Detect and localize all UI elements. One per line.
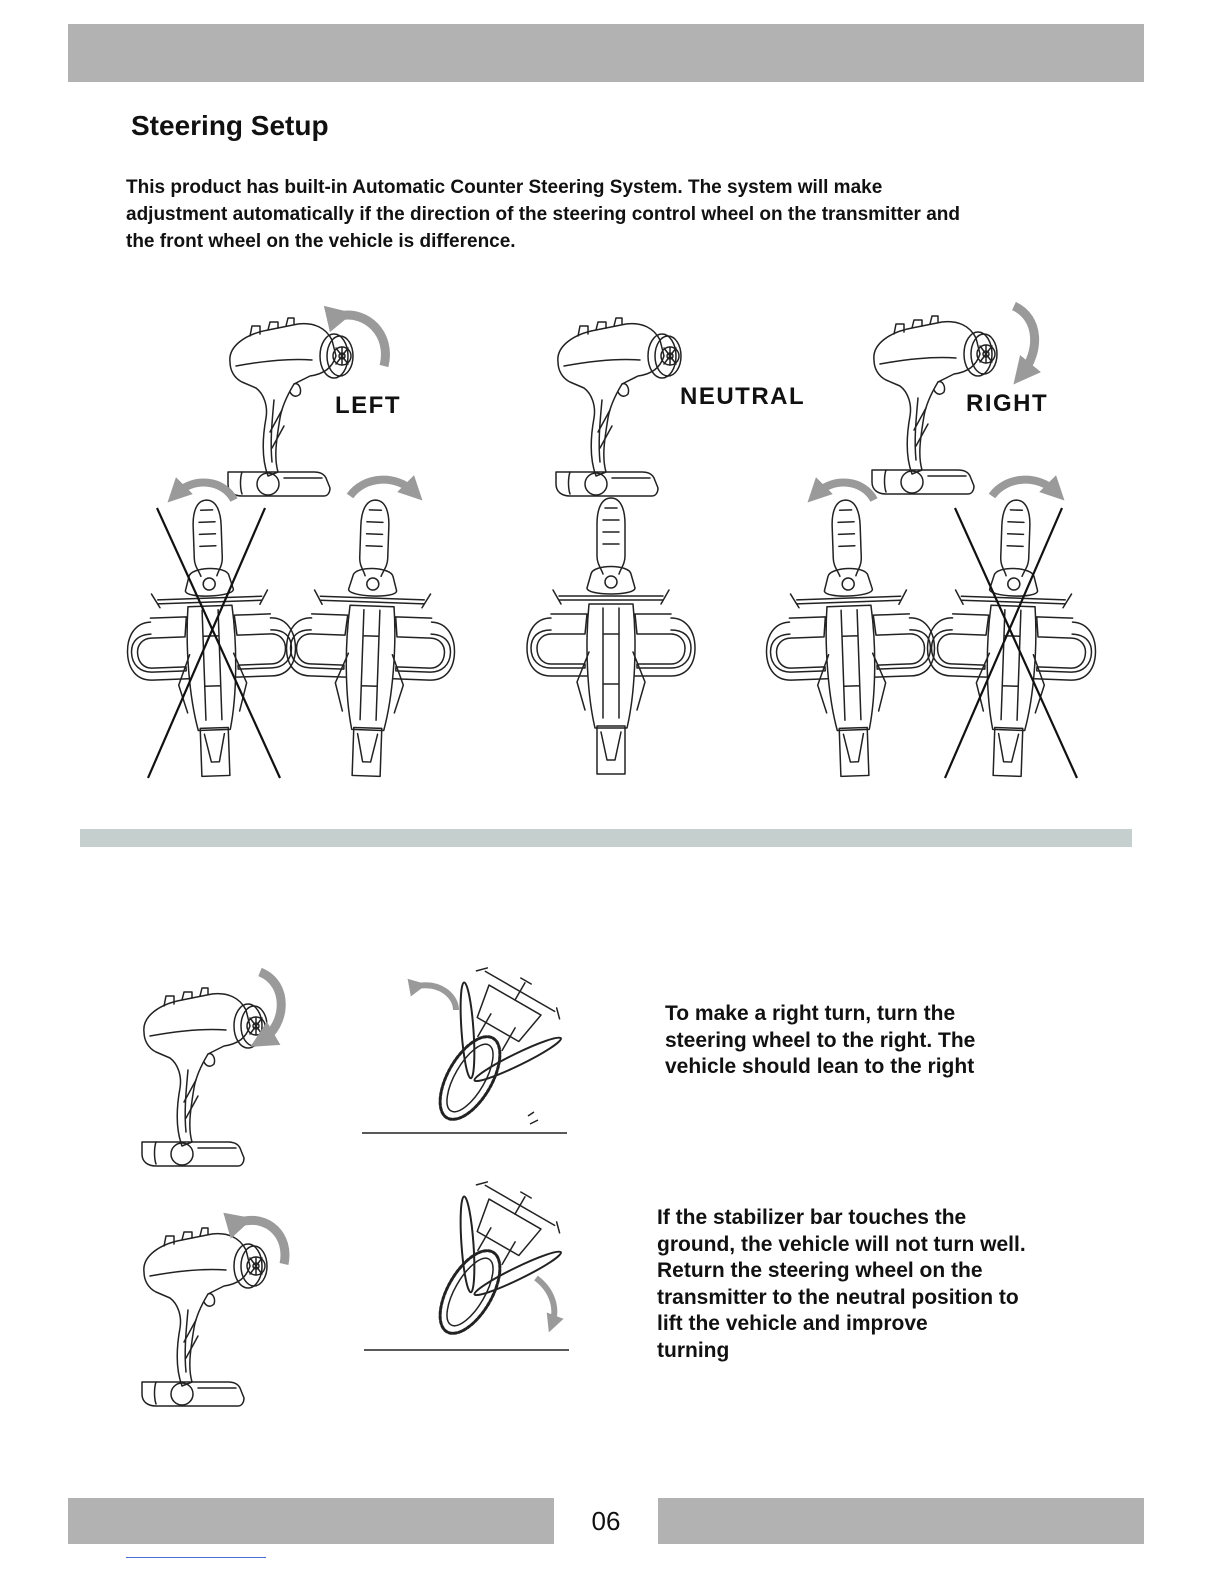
intro-line: adjustment automatically if the direction of the steering control wheel on the transmitter and [126, 204, 961, 225]
label-left: LEFT [335, 392, 401, 419]
page-number: 06 [591, 1506, 621, 1536]
caption-line: Return the steering wheel on the [657, 1259, 983, 1282]
caption-line: If the stabilizer bar touches the [657, 1206, 967, 1229]
caption-line: turning [657, 1338, 730, 1362]
caption-line: transmitter to the neutral position to [657, 1285, 1019, 1309]
intro-line: the front wheel on the vehicle is difference. [126, 231, 516, 252]
caption-line: steering wheel to the right. The [665, 1028, 976, 1052]
caption-line: ground, the vehicle will not turn well. [657, 1232, 1026, 1256]
label-neutral: NEUTRAL [680, 383, 806, 410]
label-right: RIGHT [966, 390, 1049, 417]
intro-line: This product has built-in Automatic Counter Steering System. The system will make [126, 177, 883, 198]
caption-line: To make a right turn, turn the [665, 1002, 956, 1025]
page-title: Steering Setup [131, 110, 329, 141]
caption-line: vehicle should lean to the right [665, 1055, 975, 1078]
caption-line: lift the vehicle and improve [657, 1312, 928, 1335]
